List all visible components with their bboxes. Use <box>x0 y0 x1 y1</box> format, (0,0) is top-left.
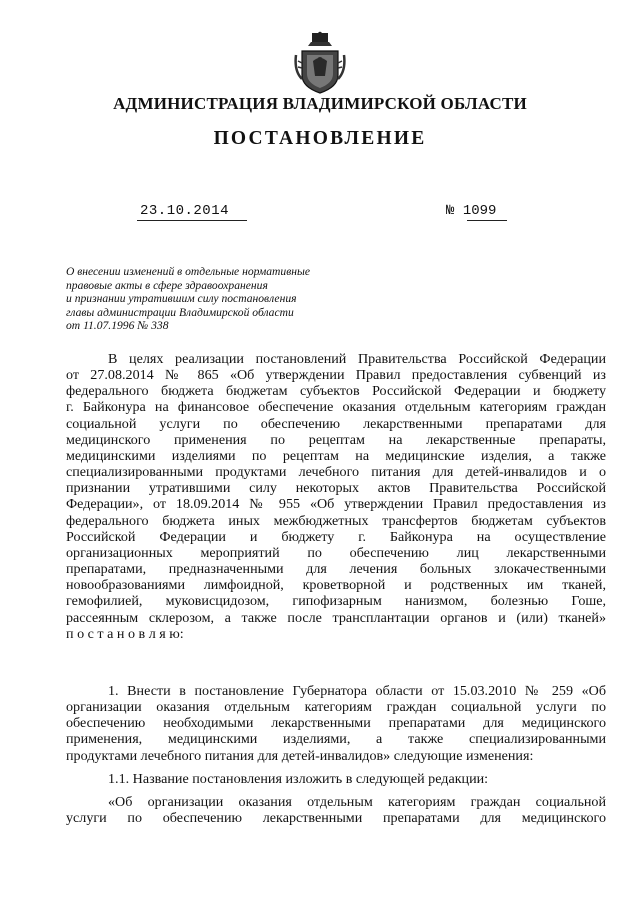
number-underline <box>467 220 507 221</box>
body-line: признании утратившими силу некоторых актов Правительства Российской <box>66 480 606 497</box>
body-line: применения, медицинскими изделиями, а также специализированными <box>66 731 606 748</box>
body-line: гемофилией, муковисцидозом, гипофизарным нанизмом, болезнью Гоше, <box>66 593 606 610</box>
coat-of-arms-icon <box>294 31 346 95</box>
subject-line: от 11.07.1996 № 338 <box>66 319 169 333</box>
resolution-word: п о с т а н о в л я ю: <box>66 625 184 642</box>
body-line: 1.1. Название постановления изложить в следующей редакции: <box>108 771 489 787</box>
number-value: 1099 <box>462 203 497 219</box>
document-number <box>446 203 496 219</box>
issuing-authority: АДМИНИСТРАЦИЯ ВЛАДИМИРСКОЙ ОБЛАСТИ <box>113 94 527 113</box>
body-line: препаратами, предназначенными для лечения больных злокачественными <box>66 561 606 578</box>
body-line: услуги по обеспечению лекарственными препаратами для медицинского <box>66 810 606 827</box>
body-line: В целях реализации постановлений Правительства Российской Федерации <box>108 351 606 367</box>
body-line: Федерации», от 18.09.2014 № 955 «Об утверждении Правил предоставления из <box>66 496 606 513</box>
body-line: 1. Внести в постановление Губернатора области от 15.03.2010 № 259 «Об <box>108 683 606 699</box>
document-type-title: ПОСТАНОВЛЕНИЕ <box>213 128 427 149</box>
number-sign: № <box>446 203 455 219</box>
item-1-paragraph <box>66 683 606 764</box>
preamble-paragraph <box>66 351 606 642</box>
body-line: организационных мероприятий по обеспечению лиц лекарственными <box>66 544 606 561</box>
body-line: обеспечению необходимыми лекарственными препаратами для медицинского <box>66 715 606 732</box>
body-line: федерального бюджета бюджетам субъектов Российской Федерации и бюджету <box>66 383 606 400</box>
quoted-title-paragraph <box>66 794 606 826</box>
date-underline <box>137 220 247 221</box>
body-line: «Об организации оказания отдельным категориям граждан социальной <box>108 794 606 810</box>
body-line: рассеянным склерозом, а также после трансплантации органов и (или) тканей» <box>66 609 606 626</box>
item-1-1-paragraph <box>66 771 606 787</box>
document-date: 23.10.2014 <box>140 203 230 219</box>
body-line: от 27.08.2014 № 865 «Об утверждении Правил предоставления субвенций из <box>66 367 606 384</box>
body-line: социальной услуги по обеспечению лекарственными препаратами для <box>66 415 606 432</box>
document-subject <box>66 265 366 333</box>
subject-line: главы администрации Владимирской области <box>66 305 294 319</box>
body-line: специализированными продуктами лечебного питания для детей-инвалидов и о <box>66 464 606 481</box>
body-line: Российской Федерации и бюджету г. Байконура на осуществление <box>66 528 606 545</box>
subject-line: и признании утратившим силу постановления <box>66 292 297 306</box>
body-line: медицинскими изделиями по рецептам на медицинские изделия, а также <box>66 447 606 464</box>
body-line: медицинского применения по рецептам на лекарственные препараты, <box>66 431 606 448</box>
body-line: продуктами лечебного питания для детей-инвалидов» следующие изменения: <box>66 747 534 764</box>
subject-line: О внесении изменений в отдельные нормативные <box>66 265 311 278</box>
body-line: федерального бюджета иных межбюджетных трансфертов бюджетам субъектов <box>66 512 606 529</box>
body-line: организации оказания отдельным категориям граждан социальной услуги по <box>66 699 606 716</box>
body-line: г. Байконура на финансовое обеспечение оказания отдельным категориям граждан <box>66 399 606 416</box>
body-line: новообразованиями лимфоидной, кроветворной и родственных им тканей, <box>66 577 606 594</box>
subject-line: правовые акты в сфере здравоохранения <box>66 278 268 292</box>
